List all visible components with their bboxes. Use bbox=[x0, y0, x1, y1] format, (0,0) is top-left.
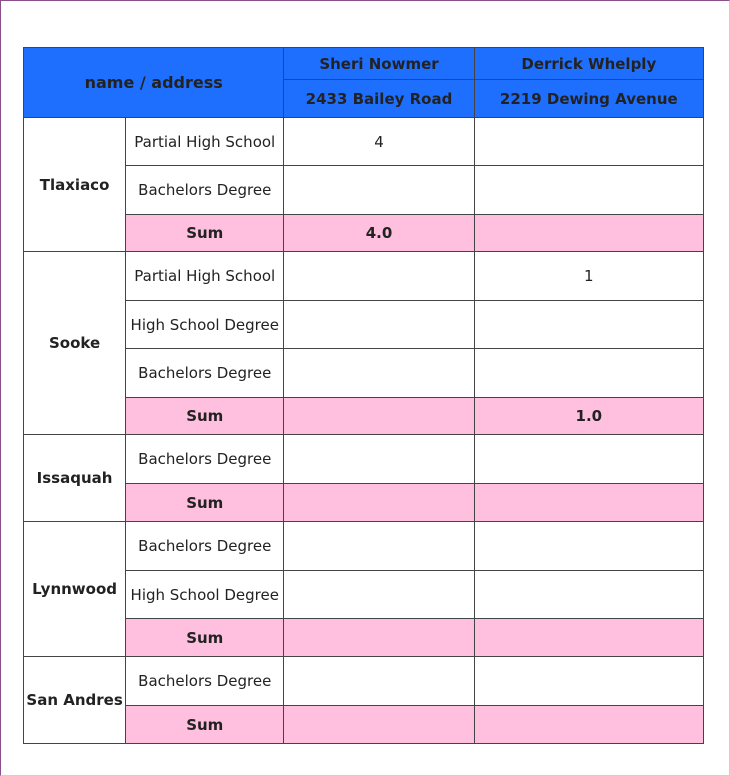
value-cell bbox=[474, 118, 703, 166]
table-row bbox=[24, 166, 704, 215]
table-row bbox=[24, 435, 704, 484]
value-cell bbox=[284, 522, 474, 571]
column-header-name-2[interactable]: Derrick Whelply bbox=[474, 48, 703, 80]
table-row bbox=[24, 252, 704, 301]
sum-value-cell bbox=[284, 484, 474, 522]
education-cell[interactable]: Partial High School bbox=[126, 252, 284, 301]
value-cell bbox=[284, 571, 474, 619]
table-row bbox=[24, 349, 704, 398]
sum-row bbox=[24, 215, 704, 252]
education-cell[interactable]: Bachelors Degree bbox=[126, 522, 284, 571]
value-cell bbox=[284, 166, 474, 215]
sum-value-cell bbox=[474, 484, 703, 522]
sum-row bbox=[24, 706, 704, 744]
value-cell bbox=[474, 435, 703, 484]
value-cell bbox=[474, 657, 703, 706]
table-row bbox=[24, 118, 704, 166]
sum-row bbox=[24, 398, 704, 435]
value-cell bbox=[284, 349, 474, 398]
sum-label: Sum bbox=[126, 619, 284, 657]
value-cell bbox=[474, 166, 703, 215]
sum-value-cell bbox=[474, 619, 703, 657]
education-cell[interactable]: Partial High School bbox=[126, 118, 284, 166]
education-cell[interactable]: Bachelors Degree bbox=[126, 435, 284, 484]
sum-value-cell bbox=[284, 619, 474, 657]
city-cell[interactable]: Issaquah bbox=[24, 435, 126, 522]
sum-value-cell bbox=[284, 706, 474, 744]
education-cell[interactable]: Bachelors Degree bbox=[126, 349, 284, 398]
education-cell[interactable]: High School Degree bbox=[126, 571, 284, 619]
city-cell[interactable]: San Andres bbox=[24, 657, 126, 744]
sum-label: Sum bbox=[126, 215, 284, 252]
city-cell[interactable]: Sooke bbox=[24, 252, 126, 435]
value-cell: 4 bbox=[284, 118, 474, 166]
education-cell[interactable]: High School Degree bbox=[126, 301, 284, 349]
value-cell bbox=[474, 349, 703, 398]
corner-header: name / address bbox=[24, 48, 284, 118]
value-cell bbox=[474, 301, 703, 349]
value-cell bbox=[284, 435, 474, 484]
sum-row bbox=[24, 619, 704, 657]
sum-row bbox=[24, 484, 704, 522]
column-header-address-1[interactable]: 2433 Bailey Road bbox=[284, 80, 474, 118]
sum-value-cell: 1.0 bbox=[474, 398, 703, 435]
table-row bbox=[24, 571, 704, 619]
sum-value-cell bbox=[474, 706, 703, 744]
column-header-name-1[interactable]: Sheri Nowmer bbox=[284, 48, 474, 80]
sum-value-cell bbox=[474, 215, 703, 252]
pivot-table bbox=[23, 47, 704, 744]
education-cell[interactable]: Bachelors Degree bbox=[126, 657, 284, 706]
sum-value-cell bbox=[284, 398, 474, 435]
value-cell bbox=[474, 571, 703, 619]
city-cell[interactable]: Tlaxiaco bbox=[24, 118, 126, 252]
table-row bbox=[24, 301, 704, 349]
value-cell bbox=[284, 252, 474, 301]
sum-value-cell: 4.0 bbox=[284, 215, 474, 252]
value-cell: 1 bbox=[474, 252, 703, 301]
sum-label: Sum bbox=[126, 484, 284, 522]
city-cell[interactable]: Lynnwood bbox=[24, 522, 126, 657]
education-cell[interactable]: Bachelors Degree bbox=[126, 166, 284, 215]
sum-label: Sum bbox=[126, 398, 284, 435]
sum-label: Sum bbox=[126, 706, 284, 744]
value-cell bbox=[474, 522, 703, 571]
table-row bbox=[24, 657, 704, 706]
column-header-address-2[interactable]: 2219 Dewing Avenue bbox=[474, 80, 703, 118]
value-cell bbox=[284, 657, 474, 706]
value-cell bbox=[284, 301, 474, 349]
table-row bbox=[24, 522, 704, 571]
